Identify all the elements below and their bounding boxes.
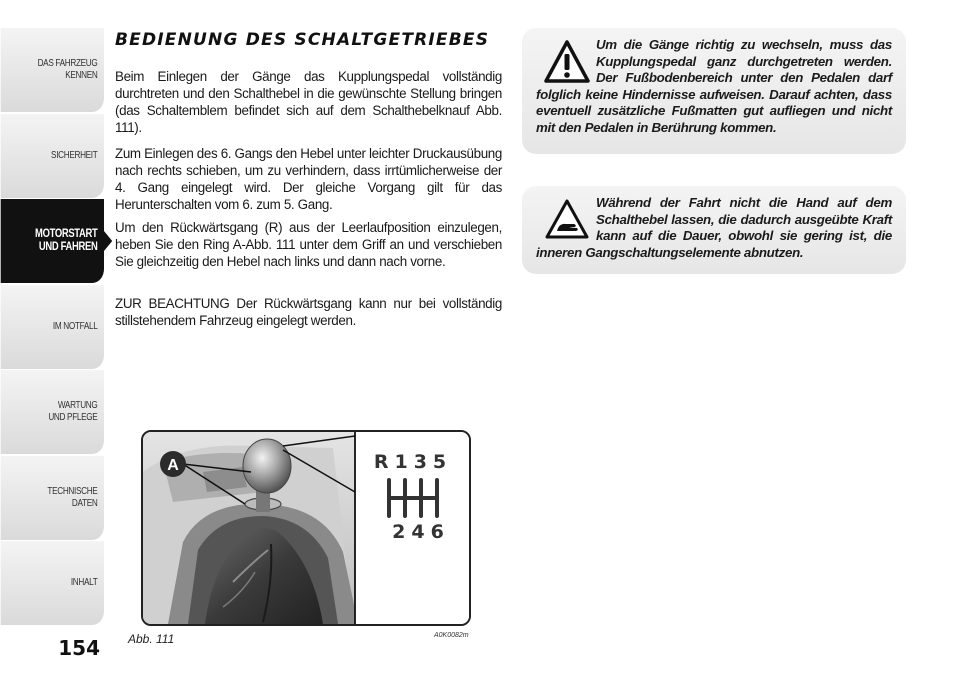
tab-label: MOTORSTART UND FAHREN (35, 228, 98, 253)
caution-text: Während der Fahrt nicht die Hand auf dem Schalthebel lassen, die dadurch ausgeübte Kraft kann auf die Dauer, obwohl sie gering ist, die inneren Gangschaltungselemente abnutzen. (536, 195, 892, 260)
shift-pattern-top: R135 (373, 451, 453, 473)
figure-caption: Abb. 111 (128, 632, 175, 646)
tab-label: INHALT (70, 577, 98, 588)
tab-sicherheit[interactable] (1, 114, 104, 198)
tab-motorstart-und-fahren[interactable] (1, 199, 104, 283)
tab-das-fahrzeug-kennen[interactable] (1, 28, 104, 112)
warning-triangle-icon (544, 39, 590, 85)
figure-code: A0K0082m (434, 632, 469, 639)
tab-label: DAS FAHRZEUG KENNEN (37, 58, 98, 81)
tab-label: IM NOTFALL (52, 320, 98, 332)
tab-wartung-und-pflege[interactable] (1, 370, 104, 454)
caution-box (522, 186, 906, 274)
paragraph: Zum Einlegen des 6. Gangs den Hebel unter leichter Druckausübung nach rechts schieben, um zu verhindern, dass irrtümlicherweise der 4. Gang eingelegt wird. Der gleiche Vorgang gilt für das Herunterschalten vom 6. zum 5. Gang. (115, 146, 503, 212)
warning-box (522, 28, 906, 154)
page-title: BEDIENUNG DES SCHALTGETRIEBES (115, 30, 490, 50)
callout-a-label: A (167, 457, 179, 474)
gear-lever-drawing (143, 432, 469, 624)
warning-text: Um die Gänge richtig zu wechseln, muss das Kupplungspedal ganz durchgetreten werden. Der Fußbodenbereich unter den Pedalen darf folglich keine Hindernisse aufweisen. Darauf achten, dass eventuell zusätzliche Fußmatten gut aufliegen und nicht mit den Pedalen in Berührung kommen. (536, 37, 892, 135)
gear-lever-illustration (141, 430, 471, 626)
shift-pattern-bottom: 246 (392, 521, 450, 543)
paragraph: Beim Einlegen der Gänge das Kupplungspedal vollständig durchtreten und den Schalthebel in die gewünschte Stellung bringen (das Schaltemblem befindet sich auf dem Schalthebelknauf Abb. 111). (115, 69, 502, 135)
note-paragraph: ZUR BEACHTUNG Der Rückwärtsgang kann nur bei vollständig stillstehendem Fahrzeug eingelegt werden. (115, 296, 502, 328)
tab-inhalt[interactable] (1, 541, 104, 625)
tab-label: TECHNISCHE DATEN (47, 485, 98, 509)
page-number: 154 (58, 636, 100, 660)
tab-im-notfall[interactable] (1, 285, 104, 369)
tab-label: SICHERHEIT (51, 149, 98, 161)
caution-hand-icon (544, 197, 590, 243)
paragraph: Um den Rückwärtsgang (R) aus der Leerlaufposition einzulegen, heben Sie den Ring A-Abb. 111 unter dem Griff an und verschieben Sie gleichzeitig den Hebel nach links und dann nach vorne. (115, 220, 502, 269)
section-tabs (0, 28, 104, 627)
tab-label: WARTUNG UND PFLEGE (48, 400, 98, 423)
tab-technische-daten[interactable] (1, 456, 104, 540)
